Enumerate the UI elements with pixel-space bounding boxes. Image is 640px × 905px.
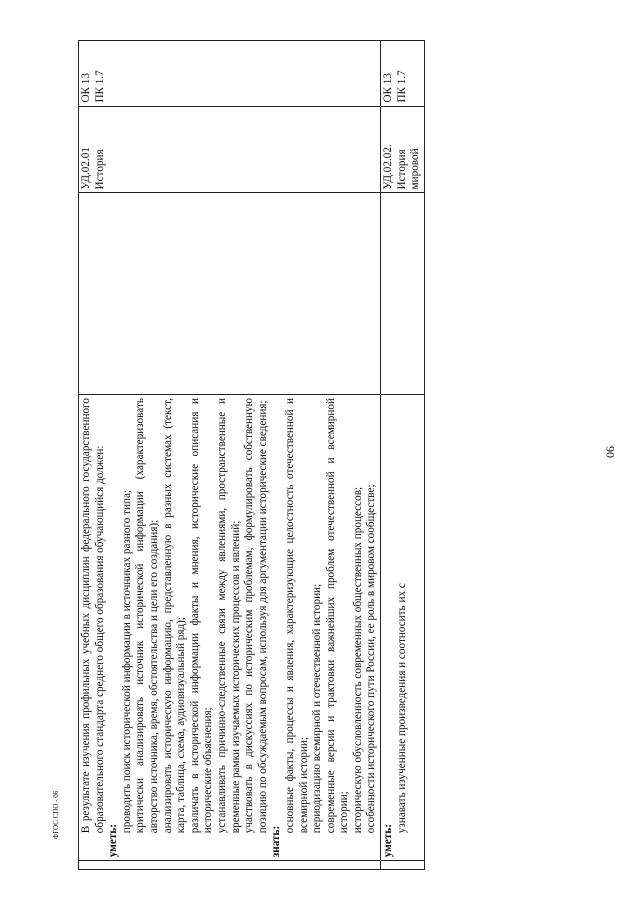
competency-code: ОК 13 — [382, 73, 395, 103]
requirements-cell — [381, 395, 425, 861]
document-table-container — [78, 40, 558, 870]
competency-cell — [381, 41, 425, 107]
requirements-cell — [79, 395, 381, 861]
competency-code: ПК 1.7 — [395, 70, 408, 103]
discipline-cell — [79, 106, 381, 193]
empty-cell — [79, 193, 381, 395]
knowledge-item: периодизацию всемирной и отечественной истории; — [311, 583, 324, 834]
table-row — [381, 41, 425, 870]
skills-heading: уметь: — [382, 824, 395, 858]
discipline-code: УД.02.01 — [80, 147, 92, 190]
knowledge-heading: знать: — [270, 825, 283, 858]
page-number: 90 — [603, 446, 618, 458]
knowledge-item: особенности исторического пути России, ее роль в мировом сообществе; — [365, 484, 378, 834]
knowledge-item: основные факты, процессы и явления, характеризующие целостность отечественной и всемирной истории; — [283, 398, 310, 834]
competency-table — [78, 40, 425, 870]
empty-cell — [381, 861, 425, 870]
discipline-name: История мировой — [395, 148, 422, 190]
skill-item: критически анализировать источник исторической информации (характеризовать авторство источника, время, обстоятельства и цели его создания); — [134, 398, 160, 834]
skill-item: участвовать в дискуссиях по историческим проблемам, формулировать собственную позицию по обсуждаемым вопросам, используя для аргументации исторические сведения; — [243, 398, 269, 834]
table-row — [79, 41, 381, 870]
footer-code: ФГОС СПО - 06 — [52, 790, 60, 840]
discipline-name: История — [93, 149, 106, 190]
discipline-code: УД.02.02. — [382, 144, 395, 190]
skills-heading: уметь: — [107, 824, 120, 858]
competency-code: ОК 13 — [80, 73, 92, 103]
competency-cell — [79, 41, 381, 107]
knowledge-item: современные версии и трактовки важнейших проблем отечественной и всемирной истории; — [324, 398, 351, 834]
competency-code: ПК 1.7 — [93, 70, 106, 103]
rotated-table — [78, 40, 558, 870]
skill-item: проводить поиск исторической информации в источниках разного типа; — [120, 489, 133, 834]
intro-text: В результате изучения профильных учебных дисциплин федерального государственного образовательного стандарта среднего общего образования обучающийся должен: — [80, 398, 106, 834]
empty-cell — [381, 193, 425, 395]
skill-item: устанавливать причинно-следственные связи между явлениями, пространственные и временные рамки изучаемых исторических процессов и явлений; — [215, 398, 242, 834]
skill-item: различать в исторической информации факты и мнения, исторические описания и исторические объяснения; — [188, 398, 215, 834]
knowledge-item: историческую обусловленность современных общественных процессов; — [351, 486, 364, 834]
empty-cell — [79, 861, 381, 870]
skill-item: анализировать историческую информацию, представленную в разных системах (текст, карта, таблица, схема, аудиовизуальный ряд); — [161, 398, 188, 834]
discipline-cell — [381, 106, 425, 193]
skill-item: узнавать изученные произведения и соотносить их с — [395, 583, 408, 834]
